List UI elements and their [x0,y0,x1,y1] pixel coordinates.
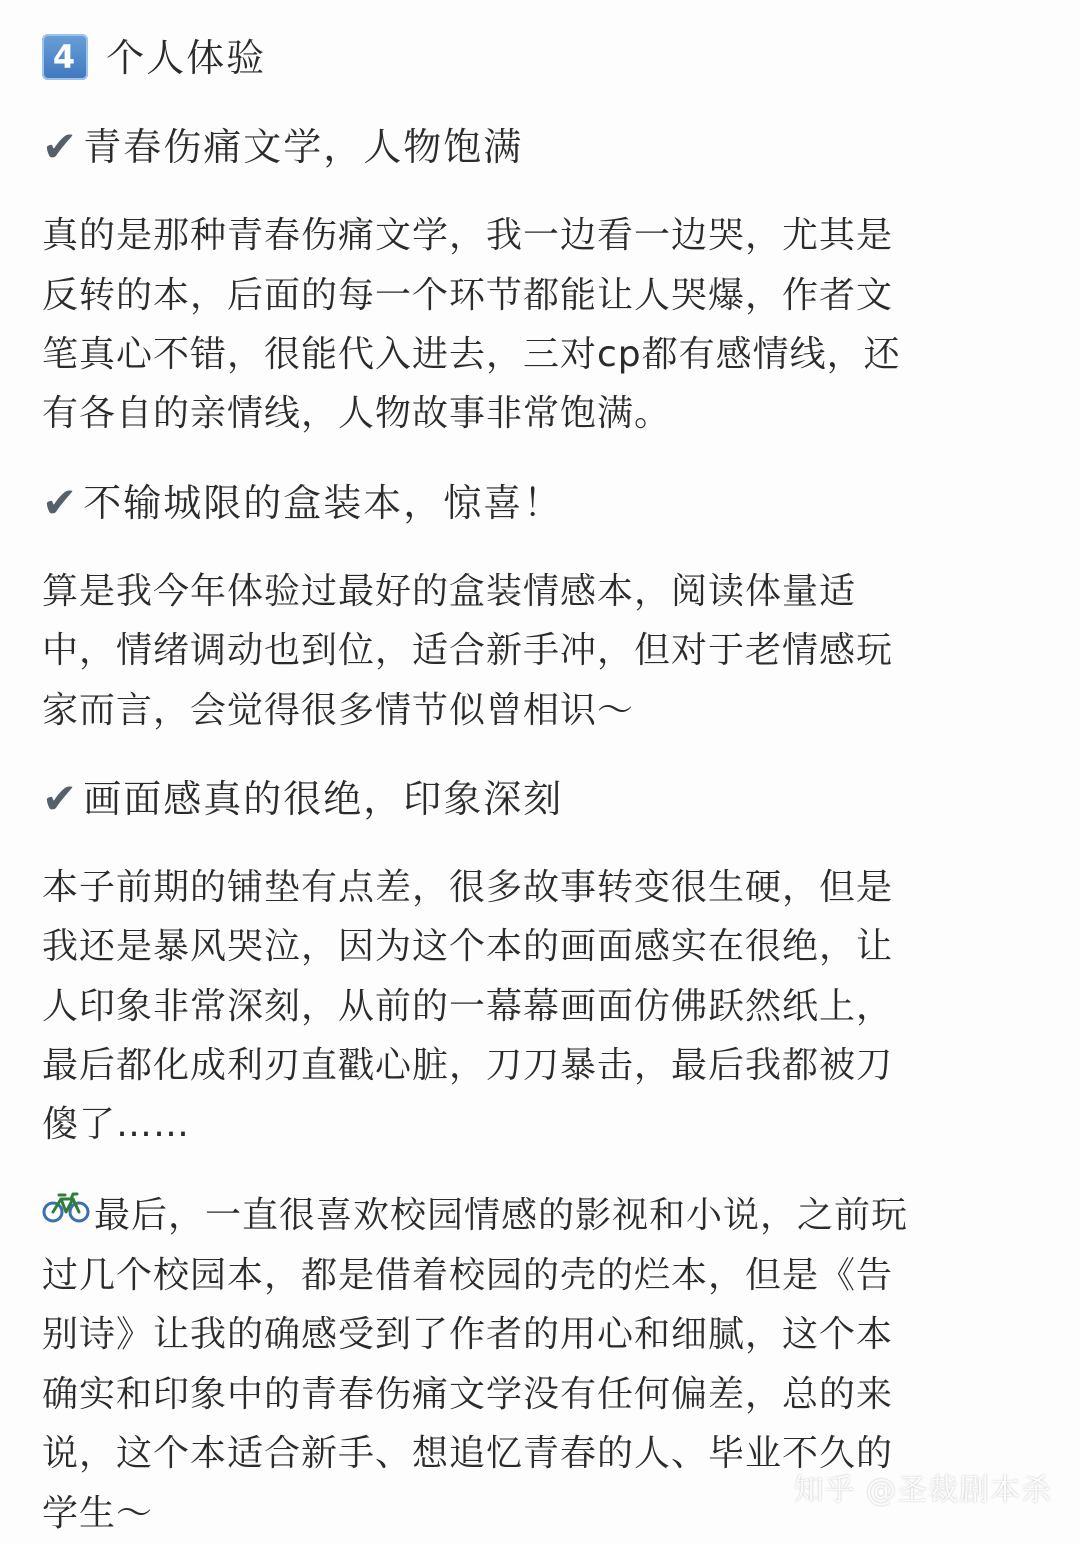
paragraph-line: 反转的本，后面的每一个环节都能让人哭爆，作者文 [42,275,894,316]
paragraph-line: 有各自的亲情线，人物故事非常饱满。 [42,393,672,434]
bicycle-icon [42,1182,90,1242]
check-mark-icon: ✔ [42,477,80,527]
paragraph-line: 真的是那种青春伤痛文学，我一边看一边哭，尤其是 [42,215,894,256]
paragraph-line: 过几个校园本，都是借着校园的壳的烂本，但是《告 [42,1255,894,1296]
paragraph-line: 人印象非常深刻，从前的一幕幕画面仿佛跃然纸上， [42,986,894,1027]
paragraph-line: 确实和印象中的青春伤痛文学没有任何偏差，总的来 [42,1374,894,1415]
check-mark-icon: ✔ [42,121,80,171]
watermark: 知乎 @圣裁剧本杀 [793,1473,1052,1508]
paragraph-line: 傻了…… [42,1104,191,1145]
item-heading-text: 画面感真的很绝，印象深刻 [83,777,564,821]
item-heading-2 [42,473,1040,536]
paragraph-line: 笔真心不错，很能代入进去，三对cp都有感情线，还 [42,334,901,375]
item-heading-text: 不输城限的盒装本，惊喜！ [83,481,564,525]
check-mark-icon: ✔ [42,773,80,823]
paragraph-line: 本子前期的铺垫有点差，很多故事转变很生硬，但是 [42,867,894,908]
paragraph-line: 中，情绪调动也到位，适合新手冲，但对于老情感玩 [42,630,894,671]
keycap-four-icon: 4 [42,34,88,80]
paragraph-line: 算是我今年体验过最好的盒装情感本，阅读体量适 [42,571,857,612]
section-title-text: 个人体验 [106,36,267,80]
section-title [42,28,1040,88]
paragraph-line: 学生～ [42,1493,154,1534]
item-heading-3 [42,769,1040,832]
paragraph-line: 最后都化成利刃直戳心脏，刀刀暴击，最后我都被刀 [42,1045,894,1086]
paragraph-line: 我还是暴风哭泣，因为这个本的画面感实在很绝，让 [42,926,894,967]
item-heading-text: 青春伤痛文学，人物饱满 [83,125,524,169]
item-heading-1 [42,117,1040,180]
paragraph-line-text: 最后，一直很喜欢校园情感的影视和小说，之前玩 [94,1195,909,1236]
paragraph-line: 说，这个本适合新手、想追忆青春的人、毕业不久的 [42,1433,894,1474]
final-paragraph-first-line [42,1186,1040,1247]
paragraph-line: 家而言，会觉得很多情节似曾相识～ [42,690,635,731]
paragraph-line: 别诗》让我的确感受到了作者的用心和细腻，这个本 [42,1314,894,1355]
